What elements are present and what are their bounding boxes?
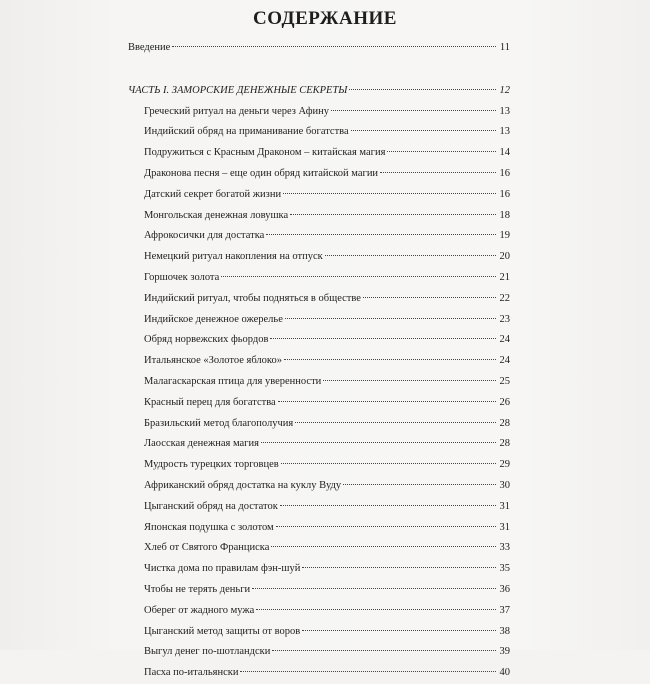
toc-entry-title: Индийский ритуал, чтобы подняться в обществе: [144, 292, 361, 304]
toc-entry-intro: [128, 38, 510, 59]
dot-leader: [266, 234, 496, 235]
toc-entry-title: Выгул денег по-шотландски: [144, 646, 271, 658]
toc-entry: [128, 518, 510, 539]
toc-entry-page: 13: [499, 105, 510, 117]
dot-leader: [256, 609, 496, 610]
toc-entry-page: 35: [499, 563, 510, 575]
toc-entry: [128, 580, 510, 601]
toc-entry-page: 37: [499, 604, 510, 616]
dot-leader: [363, 297, 496, 298]
toc-entry-title: Греческий ритуал на деньги через Афину: [144, 105, 330, 117]
toc-entry-title: Индийское денежное ожерелье: [144, 313, 283, 325]
toc-entry-page: 21: [499, 271, 510, 283]
toc-entry-page: 36: [499, 583, 510, 595]
dot-leader: [252, 588, 496, 589]
dot-leader: [278, 401, 496, 402]
toc-entry-page: 39: [499, 646, 510, 658]
toc-entry: [128, 601, 510, 622]
toc-entry-title: Чтобы не терять деньги: [144, 583, 251, 595]
dot-leader: [272, 650, 496, 651]
dot-leader: [172, 46, 496, 47]
dot-leader: [283, 193, 496, 194]
dot-leader: [270, 338, 496, 339]
toc-entry-page: 24: [499, 355, 510, 367]
toc-entry-page: 25: [499, 375, 510, 387]
toc-entry-title: Итальянское «Золотое яблоко»: [144, 355, 282, 367]
toc-entry: [128, 122, 510, 143]
toc-entry-title: Красный перец для богатства: [144, 396, 276, 408]
toc-entry: [128, 622, 510, 643]
dot-leader: [343, 484, 496, 485]
dot-leader: [331, 110, 496, 111]
toc-entry-page: 11: [499, 42, 510, 53]
toc-entry-title: Немецкий ритуал накопления на отпуск: [144, 251, 323, 263]
toc-entry-page: 13: [499, 126, 510, 138]
toc-entry-page: 22: [499, 292, 510, 304]
toc-entry: [128, 289, 510, 310]
toc-entry-title: Индийский обряд на приманивание богатства: [144, 126, 349, 138]
toc-entry-page: 26: [499, 396, 510, 408]
toc-entry: [128, 434, 510, 455]
toc-entry-title: Лаосская денежная магия: [144, 438, 259, 450]
toc-entry-page: 38: [499, 625, 510, 637]
toc-entry-title: Драконова песня – еще один обряд китайской магии: [144, 167, 379, 179]
toc-part-title: ЧАСТЬ I. ЗАМОРСКИЕ ДЕНЕЖНЫЕ СЕКРЕТЫ: [128, 84, 348, 96]
toc-entry-title: Цыганский метод защиты от воров: [144, 625, 301, 637]
toc-entry: [128, 330, 510, 351]
table-of-contents: [128, 38, 510, 684]
toc-entry-page: 29: [499, 459, 510, 471]
toc-entry-page: 30: [499, 479, 510, 491]
dot-leader: [295, 422, 496, 423]
toc-entry-title: Мудрость турецких торговцев: [144, 459, 279, 471]
toc-entry: [128, 185, 510, 206]
toc-entry: [128, 247, 510, 268]
toc-entry-page: 28: [499, 438, 510, 450]
toc-entry: [128, 663, 510, 684]
toc-entry-title: Цыганский обряд на достаток: [144, 500, 278, 512]
toc-entry: [128, 476, 510, 497]
dot-leader: [276, 526, 496, 527]
toc-entry-title: Подружиться с Красным Драконом – китайская магия: [144, 147, 386, 159]
toc-entry-title: Чистка дома по правилам фэн-шуй: [144, 563, 301, 575]
dot-leader: [302, 630, 496, 631]
dot-leader: [351, 130, 496, 131]
toc-entry: [128, 497, 510, 518]
toc-entry: [128, 268, 510, 289]
toc-entry: [128, 393, 510, 414]
toc-entry-title: Японская подушка с золотом: [144, 521, 274, 533]
toc-entry-page: 16: [499, 167, 510, 179]
toc-entry-title: Датский секрет богатой жизни: [144, 188, 282, 200]
dot-leader: [240, 671, 496, 672]
dot-leader: [387, 151, 496, 152]
toc-entry-page: 20: [499, 251, 510, 263]
dot-leader: [221, 276, 496, 277]
toc-entry-title: Введение: [128, 42, 171, 53]
toc-entry-page: 31: [499, 500, 510, 512]
dot-leader: [284, 359, 496, 360]
toc-entry-page: 16: [499, 188, 510, 200]
toc-entry-title: Африканский обряд достатка на куклу Вуду: [144, 479, 342, 491]
toc-entry: [128, 102, 510, 123]
toc-entry-title: Бразильский метод благополучия: [144, 417, 294, 429]
toc-entry-page: 33: [499, 542, 510, 554]
dot-leader: [290, 214, 496, 215]
toc-entry-page: 24: [499, 334, 510, 346]
toc-entry-title: Оберег от жадного мужа: [144, 604, 255, 616]
toc-entries-list: [128, 102, 510, 684]
toc-entry-page: 14: [499, 147, 510, 159]
toc-entry: [128, 455, 510, 476]
toc-entry: [128, 310, 510, 331]
toc-entry-page: 31: [499, 521, 510, 533]
toc-entry: [128, 164, 510, 185]
section-gap: [128, 59, 510, 77]
toc-entry-page: 28: [499, 417, 510, 429]
toc-entry: [128, 143, 510, 164]
dot-leader: [271, 546, 496, 547]
dot-leader: [349, 89, 496, 90]
toc-entry-title: Малагаскарская птица для уверенности: [144, 375, 322, 387]
toc-entry: [128, 538, 510, 559]
dot-leader: [380, 172, 496, 173]
dot-leader: [323, 380, 496, 381]
toc-entry: [128, 642, 510, 663]
toc-entry-title: Афрокосички для достатка: [144, 230, 265, 242]
dot-leader: [302, 567, 496, 568]
dot-leader: [281, 463, 496, 464]
toc-entry-page: 19: [499, 230, 510, 242]
toc-entry-page: 18: [499, 209, 510, 221]
page-title: СОДЕРЖАНИЕ: [253, 8, 397, 29]
dot-leader: [280, 505, 496, 506]
toc-entry: [128, 372, 510, 393]
toc-entry-title: Горшочек золота: [144, 271, 220, 283]
toc-entry: [128, 226, 510, 247]
toc-entry-page: 40: [499, 667, 510, 679]
toc-entry-page: 23: [499, 313, 510, 325]
toc-entry: [128, 559, 510, 580]
dot-leader: [261, 442, 496, 443]
toc-entry-title: Хлеб от Святого Франциска: [144, 542, 270, 554]
toc-entry-title: Пасха по-итальянски: [144, 667, 239, 679]
dot-leader: [285, 318, 496, 319]
toc-entry-title: Обряд норвежских фьордов: [144, 334, 269, 346]
toc-entry: [128, 351, 510, 372]
toc-entry: [128, 414, 510, 435]
toc-entry-title: Монгольская денежная ловушка: [144, 209, 289, 221]
toc-entry: [128, 206, 510, 227]
toc-part-page: 12: [499, 84, 510, 96]
toc-part-heading: [128, 81, 510, 102]
dot-leader: [325, 255, 496, 256]
